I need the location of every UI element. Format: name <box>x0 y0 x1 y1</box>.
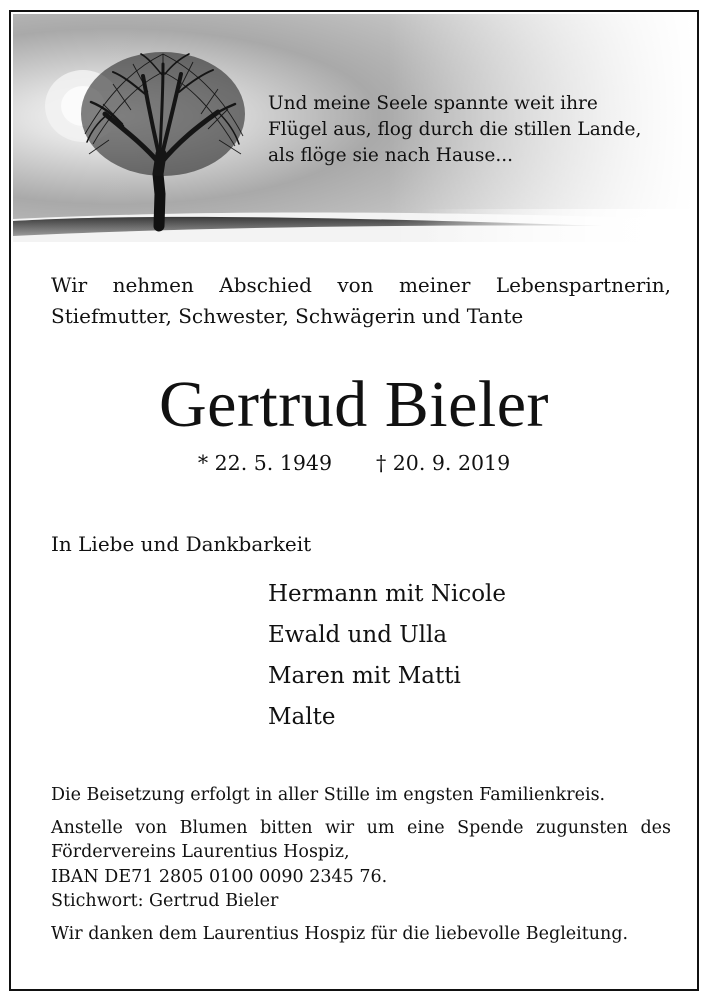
mourner-name: Maren mit Matti <box>268 663 461 689</box>
mourner-name: Ewald und Ulla <box>268 622 448 648</box>
intro-line-2: Stiefmutter, Schwester, Schwägerin und Tante <box>51 304 524 328</box>
iban-line: IBAN DE71 2805 0100 0090 2345 76. <box>51 866 388 887</box>
header-image <box>13 14 695 242</box>
donation-line-1: Anstelle von Blumen bitten wir um eine Spende zugunsten des <box>51 817 671 838</box>
deceased-name: Gertrud Bieler <box>158 368 549 441</box>
death-date: † 20. 9. 2019 <box>376 451 511 475</box>
quote-line: Flügel aus, flog durch die stillen Lande, <box>268 119 642 140</box>
birth-date: * 22. 5. 1949 <box>197 451 332 475</box>
thanks-line: Wir danken dem Laurentius Hospiz für die liebevolle Begleitung. <box>51 923 629 944</box>
burial-notice: Die Beisetzung erfolgt in aller Stille im engsten Familienkreis. <box>51 785 606 805</box>
intro-text <box>51 270 671 332</box>
mourners-heading: In Liebe und Dankbarkeit <box>51 532 312 556</box>
obituary-frame <box>9 10 699 991</box>
quote-block <box>268 91 688 169</box>
notice-block <box>51 783 671 946</box>
quote-line: Und meine Seele spannte weit ihre <box>268 93 598 114</box>
donation-line-2: Fördervereins Laurentius Hospiz, <box>51 842 350 862</box>
life-dates <box>11 449 697 477</box>
mourner-name: Malte <box>268 704 336 730</box>
quote-line: als flöge sie nach Hause... <box>268 145 513 166</box>
mourner-name: Hermann mit Nicole <box>268 581 507 607</box>
intro-line-1: Wir nehmen Abschied von meiner Lebenspartnerin, <box>51 273 671 297</box>
keyword-line: Stichwort: Gertrud Bieler <box>51 891 279 911</box>
mourners-list <box>268 574 506 738</box>
